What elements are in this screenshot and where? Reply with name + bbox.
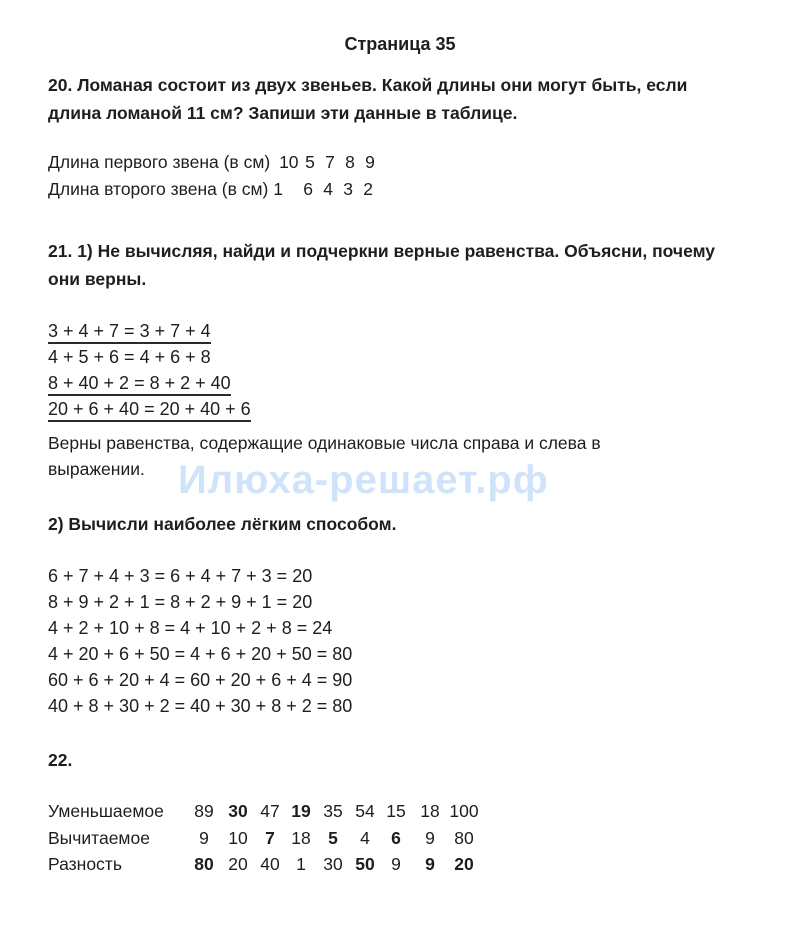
task22-cell-answer: 20 (454, 854, 474, 874)
task22-cell-answer: 30 (228, 801, 248, 821)
watermark: Илюха-решает.рф (178, 458, 549, 502)
task22-row (48, 798, 788, 824)
task22-row-label: Разность (48, 854, 122, 874)
task22-cell: 54 (355, 801, 375, 821)
task22-cell-answer: 5 (328, 828, 338, 848)
explanation-line2: выражении. (48, 459, 145, 479)
page-title: Страница 35 (344, 34, 456, 54)
calculation-row: 4 + 2 + 10 + 8 = 4 + 10 + 2 + 8 = 24 (48, 618, 333, 638)
task20-row2-value: 1 (273, 179, 283, 199)
task20-row2-value: 2 (363, 179, 373, 199)
task22-cell: 9 (425, 828, 435, 848)
task20-row1-value: 9 (365, 152, 375, 172)
task20-row2-label: Длина второго звена (в см) (48, 179, 269, 199)
task21-part1-line2: они верны. (48, 269, 147, 289)
task22-title: 22. (48, 750, 73, 770)
task20-row1-value: 7 (325, 152, 335, 172)
task22-cell-answer: 9 (425, 854, 435, 874)
equality-text-underlined: 8 + 40 + 2 = 8 + 2 + 40 (48, 372, 231, 396)
equality-row (48, 396, 251, 422)
task20-row2-value: 3 (343, 179, 353, 199)
task22-cell: 80 (454, 828, 474, 848)
equality-text: 4 + 5 + 6 = 4 + 6 + 8 (48, 347, 211, 367)
calculation-row: 40 + 8 + 30 + 2 = 40 + 30 + 8 + 2 = 80 (48, 696, 353, 716)
task22-row (48, 851, 788, 877)
task20-row2-value: 4 (323, 179, 333, 199)
calculation-row: 60 + 6 + 20 + 4 = 60 + 20 + 6 + 4 = 90 (48, 670, 353, 690)
task20-text-line2: длина ломаной 11 см? Запиши эти данные в таблице. (48, 103, 518, 123)
task22-cell: 10 (228, 828, 248, 848)
equality-row (48, 318, 211, 344)
task22-row (48, 825, 788, 851)
task22-cell: 9 (199, 828, 209, 848)
explanation-line1: Верны равенства, содержащие одинаковые числа справа и слева в (48, 433, 601, 453)
task21-part1-line1: 21. 1) Не вычисляя, найди и подчеркни верные равенства. Объясни, почему (48, 241, 716, 261)
calculation-row: 8 + 9 + 2 + 1 = 8 + 2 + 9 + 1 = 20 (48, 592, 313, 612)
task22-cell: 20 (228, 854, 248, 874)
task20-row2-value: 6 (303, 179, 313, 199)
task22-row-label: Вычитаемое (48, 828, 150, 848)
task22-cell: 89 (194, 801, 214, 821)
calculation-row: 4 + 20 + 6 + 50 = 4 + 6 + 20 + 50 = 80 (48, 644, 353, 664)
task22-cell-answer: 7 (265, 828, 275, 848)
task22-cell: 4 (360, 828, 370, 848)
task22-cell: 15 (386, 801, 406, 821)
task22-cell-answer: 6 (391, 828, 401, 848)
equality-text-underlined: 3 + 4 + 7 = 3 + 7 + 4 (48, 320, 211, 344)
task22-cell: 18 (291, 828, 311, 848)
equality-row (48, 370, 231, 396)
task22-cell-answer: 19 (291, 801, 311, 821)
equality-row (48, 344, 211, 370)
task20-row1-value: 8 (345, 152, 355, 172)
task22-cell: 18 (420, 801, 440, 821)
task22-row-label: Уменьшаемое (48, 801, 164, 821)
calculation-row: 6 + 7 + 4 + 3 = 6 + 4 + 7 + 3 = 20 (48, 566, 313, 586)
task22-cell: 1 (296, 854, 306, 874)
task20-row1-value: 10 (279, 152, 299, 172)
task20-row1-label: Длина первого звена (в см) (48, 152, 271, 172)
task21-part2-title: 2) Вычисли наиболее лёгким способом. (48, 514, 397, 534)
task22-cell: 30 (323, 854, 343, 874)
task20-row1-value: 5 (305, 152, 315, 172)
task20-text-line1: 20. Ломаная состоит из двух звеньев. Какой длины они могут быть, если (48, 75, 688, 95)
task20-row-second-segment (48, 176, 383, 202)
task22-cell: 9 (391, 854, 401, 874)
task22-cell: 40 (260, 854, 280, 874)
task22-cell: 35 (323, 801, 343, 821)
task20-row-first-segment (48, 149, 385, 175)
task22-cell-answer: 50 (355, 854, 375, 874)
task22-cell: 47 (260, 801, 280, 821)
equality-text-underlined: 20 + 6 + 40 = 20 + 40 + 6 (48, 398, 251, 422)
task22-cell: 100 (449, 801, 479, 821)
task22-cell-answer: 80 (194, 854, 214, 874)
